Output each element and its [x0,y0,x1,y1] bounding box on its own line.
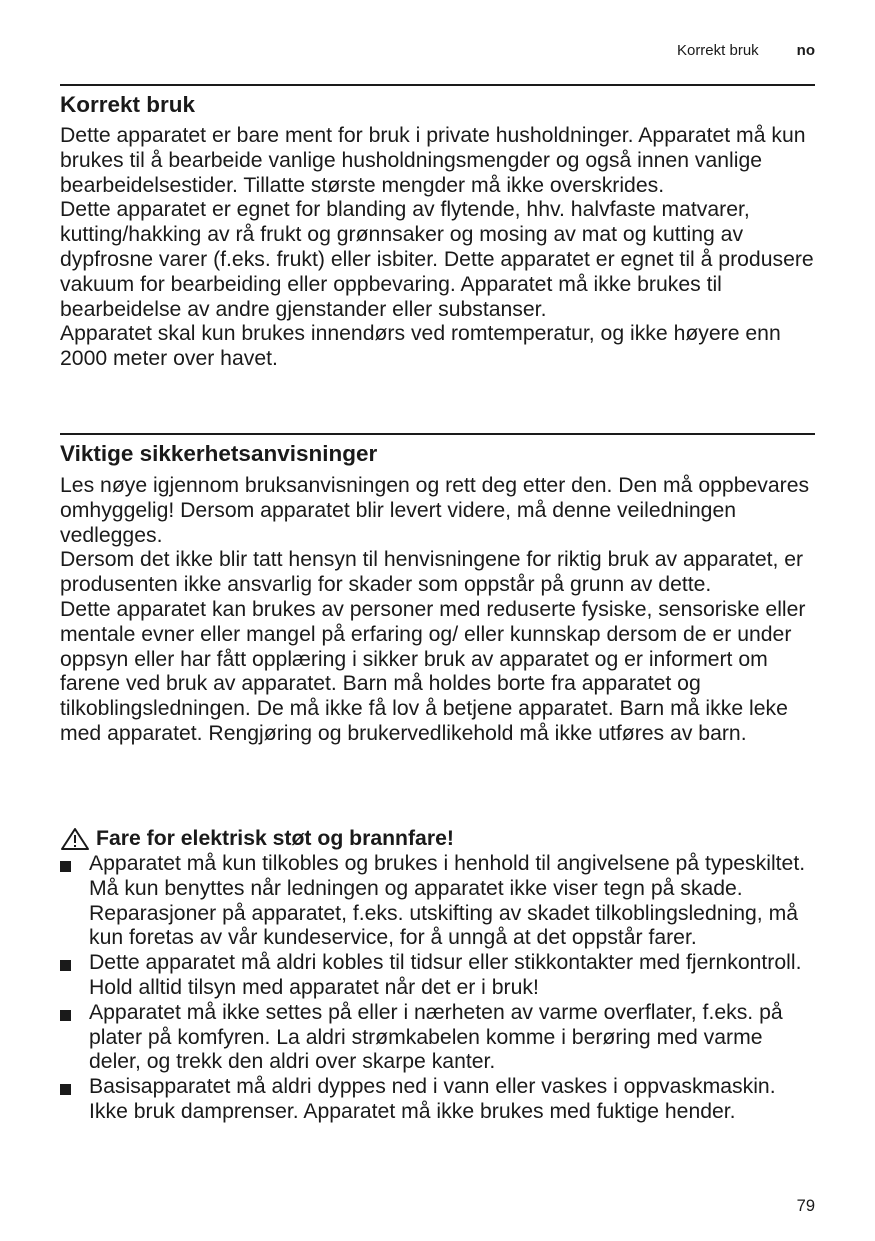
section-title-viktige-sikkerhetsanvisninger: Viktige sikkerhetsanvisninger [60,441,378,466]
warning-triangle-icon [60,827,90,851]
bullet-square-icon [60,1084,71,1095]
list-item-text: Dette apparatet må aldri kobles til tidsur eller stikkontakter med fjernkontroll. Hold alltid tilsyn med apparatet når det er i bruk! [89,951,802,999]
running-header [677,42,815,60]
paragraph: Apparatet skal kun brukes innendørs ved romtemperatur, og ikke høyere enn 2000 meter over havet. [60,322,781,371]
paragraph: Dette apparatet kan brukes av personer med reduserte fysiske, sensoriske eller mentale evner eller mangel på erfaring og/ eller kunnskap dersom de er under oppsyn eller har fått opplæring i sikker bruk av apparatet og er informert om farene ved bruk av apparatet. Barn må holdes borte fra apparatet og tilkoblingsledningen. De må ikke få lov å betjene apparatet. Barn må ikke leke med apparatet. Rengjøring og brukervedlikehold må ikke utføres av barn. [60,597,806,745]
korrekt-bruk-body [60,124,815,372]
list-item-text: Basisapparatet må aldri dyppes ned i vann eller vaskes i oppvaskmaskin. Ikke bruk damprenser. Apparatet må ikke brukes med fuktige hender. [89,1075,776,1123]
bullet-square-icon [60,960,71,971]
paragraph: Dersom det ikke blir tatt hensyn til henvisningene for riktig bruk av apparatet, er produsenten ikke ansvarlig for skader som oppstår på grunn av dette. [60,548,804,597]
warning-heading [60,826,454,851]
section-divider [60,84,815,86]
bullet-square-icon [60,861,71,872]
paragraph: Dette apparatet er egnet for blanding av flytende, hhv. halvfaste matvarer, kutting/hakking av rå frukt og grønnsaker og mosing av mat og kutting av dypfrosne varer (f.eks. frukt) eller isbiter. Dette apparatet er egnet til å produsere vakuum for bearbeiding eller oppbevaring. Apparatet må ikke brukes til bearbeidelse av andre gjenstander eller substanser. [60,198,814,321]
viktige-body [60,474,815,747]
list-item [60,1075,815,1125]
paragraph: Les nøye igjennom bruksanvisningen og rett deg etter den. Den må oppbevares omhyggelig! Dersom apparatet blir levert videre, må denne veiledningen vedlegges. [60,474,810,547]
list-item-text: Apparatet må ikke settes på eller i nærheten av varme overflater, f.eks. på plater på komfyren. La aldri strømkabelen komme i berøring med varme deler, og trekk den aldri over skarpe kanter. [89,1000,783,1074]
page-number: 79 [796,1197,815,1215]
manual-page [60,0,815,1241]
language-code: no [796,42,815,59]
safety-bullet-list [60,852,815,1125]
list-item [60,951,815,1001]
bullet-square-icon [60,1010,71,1021]
list-item [60,852,815,951]
section-title-korrekt-bruk: Korrekt bruk [60,92,196,117]
list-item-text: Apparatet må kun tilkobles og brukes i henhold til angivelsene på typeskiltet. Må kun benyttes når ledningen og apparatet ikke viser tegn på skade. Reparasjoner på apparatet, f.eks. utskifting av skadet tilkoblingsledning, må kun foretas av vår kundeservice, for å unngå at det oppstår farer. [89,852,806,950]
paragraph: Dette apparatet er bare ment for bruk i private husholdninger. Apparatet må kun brukes til å bearbeide vanlige husholdningsmengder og også innen vanlige bearbeidelsestider. Tillatte største mengder må ikke overskrides. [60,124,806,197]
list-item [60,1001,815,1075]
warning-title: Fare for elektrisk støt og brannfare! [96,827,454,850]
running-header-section: Korrekt bruk [676,42,759,59]
section-divider [60,433,815,435]
